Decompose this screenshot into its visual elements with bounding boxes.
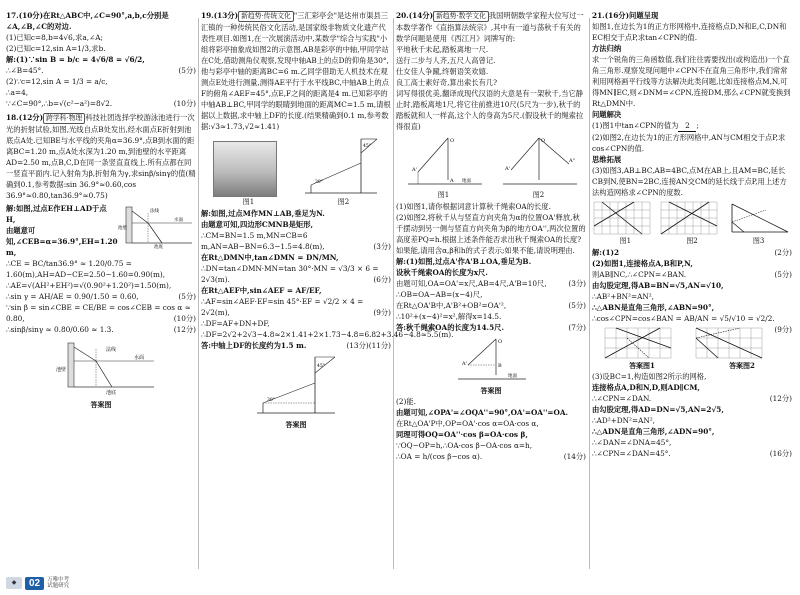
- page-number: 02: [25, 577, 44, 590]
- q20-head: 20.(14分): [396, 11, 434, 20]
- answer-caption: 答案图: [285, 420, 307, 429]
- q21-ans2: (2)如图1,连接格点A,B和P,N,: [592, 259, 693, 268]
- bottom-label: 池底: [154, 245, 163, 249]
- q21-ans13: ∴△ADN是直角三角形,∠ADN=90°,: [592, 427, 715, 436]
- q21-answer-figure-1: [603, 326, 673, 360]
- q21-ans14: ∴∠DAN=∠DNA=45°,: [592, 438, 672, 447]
- q21-ans9: 连接格点A,D和N,D,则AD∥CM,: [592, 383, 700, 392]
- score: (16分): [769, 449, 792, 458]
- q21-figure-2: [659, 200, 719, 236]
- column-divider: [589, 18, 590, 569]
- q21-ans1: 解:(1)2: [592, 248, 620, 257]
- q17-part2: (2)已知c=12,sin A=1/3,求b.: [6, 44, 106, 53]
- score: (11分): [368, 341, 391, 350]
- subject-tag: 新趋势·数学文化: [433, 11, 489, 22]
- score: (3分): [568, 279, 586, 288]
- problem-title: 问题解决: [592, 110, 622, 119]
- fig-caption: 图2: [532, 191, 545, 199]
- water-label: 水面: [174, 218, 183, 223]
- q20-part1: (1)如图1,请你根据词意计算秋千绳索OA的长度.: [396, 202, 551, 211]
- q20-figure-2: [499, 134, 579, 190]
- extension-body: (3)如图3,AB⊥BC,AB=4BC,点M在AB上,且AM=BC,延长CB到N,使BN=2BC,连接AN交CM的延长线于点P,用上述方法构造网格求∠CPN的度数.: [592, 166, 787, 197]
- page-footer: [6, 576, 79, 590]
- svg-text:A': A': [462, 361, 467, 367]
- q20-sol11: 同理可得OQ=OA''·cos β=OA·cos β,: [396, 430, 528, 439]
- column-1: [6, 10, 196, 573]
- score: (5分): [178, 66, 196, 75]
- q19-sol5: ∴DN=tan∠DMN·MN=tan 30°·MN = √3/3 × 6 = 2√3(m).: [201, 264, 379, 284]
- q20-sol4: ∴OB=OA−AB=(x−4)尺,: [396, 290, 483, 299]
- q17-sol4: ∴a=4,: [6, 88, 29, 97]
- q17-sol5: ∵∠C=90°,∴b=√(c²−a²)=8√2.: [6, 99, 113, 108]
- q21-ans5: ∴AB²+BN²=AN²,: [592, 292, 654, 301]
- q21-sub1-end: ;: [696, 121, 699, 130]
- q21-head: 21.(16分)问题呈现: [592, 11, 659, 20]
- q19-answer-figure: [251, 353, 341, 417]
- score: (12分): [769, 394, 792, 403]
- q21-ans15: ∴∠CPN=∠DAN=45°.: [592, 449, 671, 458]
- svg-text:A': A': [504, 166, 510, 172]
- method-body: 求一个锐角的三角函数值,我们往往需要找出(或构造出)一个直角三角形.观察发现问题中∠CPN不在直角三角形中,我们常常利用网格画平行线等方法解决此类问题,比如连接格点M,N,可得MN∥EC,则∠DNM=∠CPN,连接DM,那么∠CPN就变换到Rt△DMN中.: [592, 55, 791, 108]
- svg-text:O: O: [498, 339, 503, 345]
- q19-sol2: 由题意可知,四边形CMNB是矩形,: [201, 220, 314, 229]
- q21-ans3: 则AB∥NC,∴∠CPN=∠BAN.: [592, 270, 687, 279]
- svg-text:O: O: [540, 138, 545, 144]
- q19-sol1: 解:如图,过点M作MN⊥AB,垂足为N.: [201, 209, 325, 218]
- fig-caption: 图3: [752, 237, 765, 245]
- q19-sol10: 答:中轴上DF的长度约为1.5 m.: [201, 341, 307, 350]
- q20-sol7: 答:秋千绳索OA的长度为14.5尺.: [396, 323, 504, 332]
- q19-sol7: ∴AF=sin∠AEF·EF=sin 45°·EF = √2/2 × 4 = 2√2(m),: [201, 297, 364, 317]
- brand-logo-icon: ◆: [6, 577, 22, 589]
- q19-sol6: 在Rt△AEF中,sin∠AEF = AF/EF,: [201, 286, 322, 295]
- score: (9分): [373, 308, 391, 317]
- fig-caption: 图1: [437, 191, 450, 199]
- q20-body2: 词写得很优美,翻译成现代汉语的大意是有一架秋千,当它静止时,踏板离地1尺,将它往前推进10尺(5尺为一步),秋千的踏板就和人一样高,这个人的身高为5尺.(假设秋千的绳索拉得很直): [396, 89, 584, 131]
- q21-figure-1: [592, 200, 652, 236]
- q18-sol3: ∴CE = BC/tan36.9° ≈ 1.20/0.75 = 1.60(m),AH=AD−CE=2.50−1.60=0.90(m),: [6, 259, 166, 279]
- q21-ans7: ∴cos∠CPN=cos∠BAN = AB/AN = √5/√10 = √2/2.: [592, 314, 775, 323]
- answer-blank: 2: [678, 120, 696, 132]
- score: (5分): [178, 292, 196, 301]
- q18-answer-figure: [46, 337, 156, 397]
- q17-sol3: (2)∵c=12,sin A = 1/3 = a/c,: [6, 77, 108, 86]
- question-20: [396, 10, 586, 462]
- brand-line-1: 万唯中考: [47, 577, 70, 583]
- q21-sub2: (2)如图2,在边长为1的正方形网格中,AN与CM相交于点P,求cos∠CPN的值.: [592, 133, 786, 153]
- normal-label: 法线: [106, 347, 117, 353]
- q19-sol4: 在Rt△DMN中,tan∠DMN = DN/MN,: [201, 253, 339, 262]
- column-4: [592, 10, 792, 573]
- q19-figure-2: [301, 135, 379, 197]
- question-18: [6, 112, 196, 410]
- q17-sol2: ∴∠B=45°.: [6, 66, 44, 75]
- svg-text:30°: 30°: [267, 398, 275, 403]
- score: (9分): [774, 325, 792, 334]
- q20-verse3: 仕女佳人争蹴,终朝语笑欢嬉.: [396, 67, 489, 76]
- brand-name: [47, 577, 79, 589]
- q17-sol1: 解:(1)∵sin B = b/c = 4√6/8 = √6/2,: [6, 55, 145, 64]
- q17-part1: (1)已知c=8,b=4√6,求a,∠A;: [6, 33, 103, 42]
- answer-caption: 答案图1: [629, 361, 655, 370]
- score: (6分): [373, 275, 391, 284]
- score: (3分): [373, 242, 391, 251]
- subject-tag: 跨学科·物理: [43, 113, 85, 124]
- q20-sol8: (2)能.: [396, 397, 416, 406]
- q18-head: 18.(12分): [6, 113, 44, 122]
- svg-text:45°: 45°: [317, 364, 325, 369]
- svg-text:A": A": [568, 158, 575, 164]
- normal-label: 法线: [150, 209, 159, 214]
- wall-label: 池壁: [118, 226, 127, 231]
- svg-text:O: O: [449, 138, 454, 144]
- score: (10分): [173, 99, 196, 108]
- column-divider: [393, 18, 394, 569]
- column-divider: [198, 18, 199, 569]
- svg-text:B: B: [498, 363, 502, 369]
- answer-caption: 答案图2: [729, 361, 755, 370]
- q21-sub1: (1)图1中tan∠CPN的值为: [592, 121, 679, 130]
- q17-head: 17.(10分)在Rt△ABC中,∠C=90°,a,b,c分别是∠A,∠B,∠C的对边.: [6, 11, 169, 31]
- score: (10分): [173, 314, 196, 323]
- fig-caption: 图1: [242, 198, 255, 206]
- score: (5分): [774, 270, 792, 279]
- q20-sol9: 由题可知,∠OPA'=∠OQA''=90°,OA'=OA''=OA.: [396, 408, 569, 417]
- subject-tag: 新趋势·传统文化: [238, 11, 294, 22]
- water-label: 水面: [134, 355, 145, 361]
- q20-sol1: 解:(1)如图,过点A'作A'B⊥OA,垂足为B.: [396, 257, 532, 266]
- question-17: [6, 10, 196, 109]
- q21-ans10: ∴∠CPN=∠DAN.: [592, 394, 652, 403]
- column-3: [396, 10, 586, 573]
- brand-line-2: 试题研究: [47, 583, 70, 589]
- q18-sol6: ∵sin β = sin∠CBE = CE/BE = cos∠CEB = cos α ≈ 0.80,: [6, 303, 191, 323]
- q21-ans11: 由勾股定理,得AD=DN=√5,AN=2√5,: [592, 405, 724, 414]
- q18-sol4: ∴AE=√(AH²+EH²)=√(0.90²+1.20²)=1.50(m),: [6, 281, 172, 290]
- q20-verse2: 送行二步与人齐,五尺人高曾记.: [396, 56, 496, 65]
- q21-ans4: 由勾股定理,得AB=BN=√5,AN=√10,: [592, 281, 724, 290]
- q19-sol3: ∴CM=BN=1.5 m,MN=CB=6 m,AN=AB−BN=6.3−1.5=4.8(m),: [201, 231, 325, 251]
- bottom-label: 池底: [106, 390, 117, 396]
- q21-ans6: ∴△ABN是直角三角形,∠ABN=90°,: [592, 303, 715, 312]
- ground-label: 地面: [508, 374, 517, 379]
- q21-figure-3: [726, 200, 792, 236]
- answer-caption: 答案图: [480, 386, 502, 395]
- svg-text:A': A': [411, 167, 417, 173]
- q20-sol10: 在Rt△OA'P中,OP=OA'·cos α=OA·cos α,: [396, 419, 539, 428]
- q21-ans8: (3)设BC=1,构造如图2所示的网格,: [592, 372, 707, 381]
- q20-sol5: 在Rt△OA'B中,A'B²+OB²=OA'²,: [396, 301, 507, 310]
- q20-sol12: ∵OQ−OP=h,∴OA·cos β−OA·cos α=h,: [396, 441, 533, 450]
- q20-sol13: ∴OA = h/(cos β−cos α).: [396, 452, 483, 461]
- score: (12分): [173, 325, 196, 334]
- score: (2分): [774, 248, 792, 257]
- score: (7分): [568, 323, 586, 332]
- ground-label: 地面: [461, 179, 471, 184]
- svg-text:45°: 45°: [363, 144, 371, 149]
- q18-sol5: ∴sin γ = AH/AE = 0.90/1.50 = 0.60,: [6, 292, 139, 301]
- q21-answer-figure-2: [694, 326, 764, 360]
- q19-photo: [213, 141, 277, 197]
- q20-sol2: 设秋千绳索OA的长度为x尺.: [396, 268, 488, 277]
- score: (5分): [568, 301, 586, 310]
- q20-answer-figure: [454, 335, 528, 383]
- q19-head: 19.(13分): [201, 11, 239, 20]
- fig-caption: 图2: [337, 198, 350, 206]
- q20-body: 我国明朝数学家程大位写过一本数学著作《直指算法统宗》,其中有一道与荡秋千有关的数学问题是使用《西江月》词牌写的:: [396, 11, 584, 43]
- q21-body: 如图1,在边长为1的正方形网格中,连接格点D,N和E,C,DN和EC相交于点P,求tan∠CPN的值.: [592, 22, 787, 42]
- q20-verse4: 良工高士素好奇,算出索长有几?: [396, 78, 498, 87]
- q18-sol1: 解:如图,过点E作EH⊥AD于点H,: [6, 204, 107, 224]
- q18-figure: [118, 203, 194, 249]
- fig-caption: 图1: [619, 237, 632, 245]
- wall-label: 池壁: [56, 367, 67, 373]
- q20-part2: (2)如图2,将秋千从与竖直方向夹角为α的位置OA'释放,秋千摆动到另一侧与竖直方向夹角为β的地方OA'',两次位置的高度差PQ=h.根据上述条件能否求出秋千绳索OA的长度?如果能,请用含α,β和h的式子表示;如果不能,请说明理由.: [396, 213, 586, 255]
- q18-sol2: 由题意可知,∠CEB=α=36.9°,EH=1.20 m,: [6, 226, 118, 257]
- score: (13分): [346, 341, 369, 350]
- svg-text:30°: 30°: [315, 180, 323, 185]
- q19-sol9: ∴DF=2√2+2√3−4.8≈2×1.41+2×1.73−4.8=6.82+3.46−4.8≈5.5(m).: [201, 330, 454, 339]
- q21-ans12: ∴AD²+DN²=AN²,: [592, 416, 655, 425]
- q19-sol8: ∴DF=AF+DN+DF,: [201, 319, 270, 328]
- q20-sol6: ∴10²+(x−4)²=x²,解得x=14.5.: [396, 312, 502, 321]
- method-title: 方法归纳: [592, 44, 622, 53]
- q20-figure-1: [404, 134, 484, 190]
- fig-caption: 图2: [686, 237, 698, 245]
- q18-body: 科技社团选择学校游泳池进行一次光的折射试验,如图,光线自点B处发出,经水面点E折射到池底点A处.已知BE与水平线的夹角α=36.9°,点B到水面的距离BC=1.20 m,点A处水深为1.20 m,到池壁的水平距离AD=2.50 m,点B,C,D在同一条竖直直线上.所有点都在同一竖直平面内.记入射角为β,折射角为γ,求sinβ/sinγ的值(精确到0.1,参考数据:sin 36.9°≈0.60,cos 36.9°≈0.80,tan36.9°≈0.75): [6, 113, 196, 200]
- svg-text:A: A: [449, 178, 454, 184]
- question-21: [592, 10, 792, 459]
- q20-verse1: 平地秋千未起,踏板离地一尺.: [396, 45, 489, 54]
- q19-body: "三汇彩亭会"是达州市渠县三汇镇的一种传统民俗文化活动,是国家级非物质文化遗产代表性项目.如图1,在一次展演活动中,某数学"综合与实践"小组将彩亭抽象成如图2的示意图,AB是彩亭的中轴,甲同学站在C处,借助测角仪观察,发现中轴AB上的点D的仰角是30°,他与彩亭中轴的距离BC=6 m.乙同学借助无人机技术在观测点E处进行测量,测得AE平行于水平线BC,中轴AB上的点F的俯角∠AEF=45°,点E,F之间的距离是4 m.已知彩亭的中轴AB⊥BC,甲同学的眼睛到地面的距离MC=1.5 m,请根据以上数据,求中轴上DF的长度.(结果精确到0.1 m,参考数据:√3≈1.73,√2≈1.41): [201, 11, 391, 131]
- q20-sol3: 由题可知,OA=OA'=x尺,AB=4尺,A'B=10尺,: [396, 279, 547, 288]
- score: (14分): [563, 452, 586, 461]
- q18-sol7: ∴sinβ/sinγ ≈ 0.80/0.60 ≈ 1.3.: [6, 325, 114, 334]
- extension-title: 思维拓展: [592, 155, 622, 164]
- answer-caption: 答案图: [90, 400, 112, 409]
